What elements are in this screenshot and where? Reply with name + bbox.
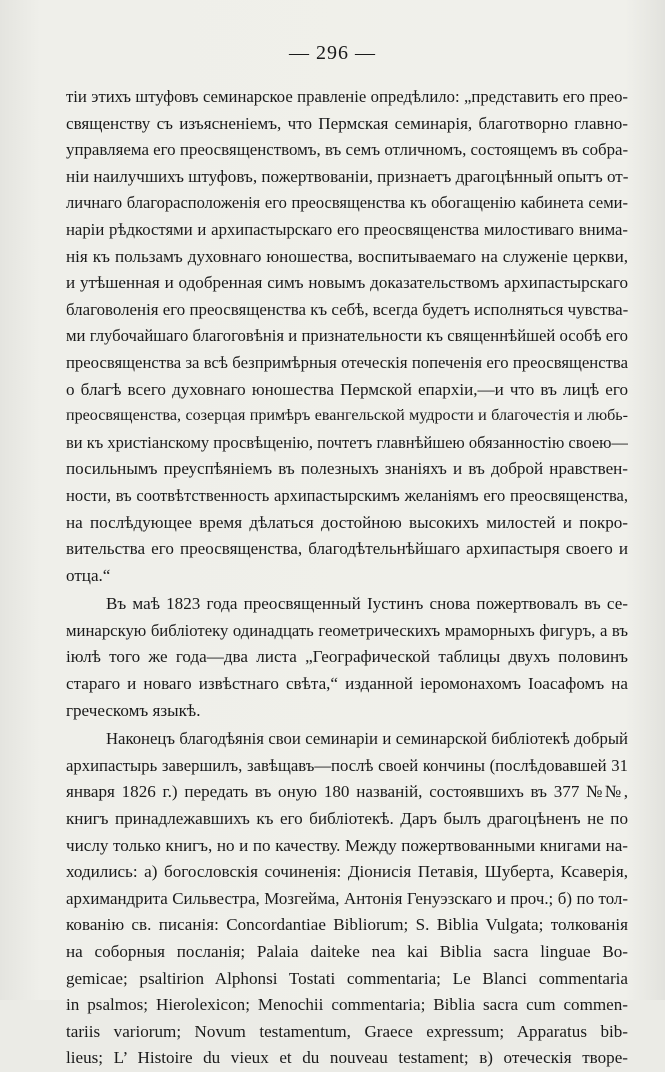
text-line: книгъ принадлежавшихъ къ его библіотекѣ. Даръ былъ драгоцѣненъ не по (66, 809, 628, 829)
text-line: стараго и новаго извѣстнаго свѣта,“ изданной іеромонахомъ Іоасафомъ на (66, 674, 628, 694)
text-line: іюлѣ того же года—два листа „Географической таблицы двухъ половинъ (66, 647, 628, 667)
text-line: личнаго благорасположенія его преосвященства къ обогащенію кабинета семи- (66, 193, 628, 213)
paragraph-3 (66, 726, 628, 1072)
text-line: преосвященства, созерцая примѣръ евангельской мудрости и благочестія и любь- (66, 407, 628, 425)
text-line: священству съ изъясненіемъ, что Пермская семинарія, благотворно главно- (66, 113, 628, 133)
text-line: tariis variorum; Novum testamentum, Graece expressum; Apparatus bib- (66, 1021, 628, 1041)
text-line: января 1826 г.) передать въ оную 180 названій, состоявшихъ въ 377 №№, (66, 782, 628, 802)
text-line: кованію св. писанія: Concordantiae Bibliorum; S. Biblia Vulgata; толкованія (66, 915, 628, 935)
text-line: посильнымъ преуспѣяніемъ въ полезныхъ знаніяхъ и въ доброй нравствен- (66, 459, 628, 479)
text-line: ви къ христіанскому просвѣщенію, почтетъ главнѣйшею обязанностію своею— (66, 432, 628, 452)
text-line: о благѣ всего духовнаго юношества Пермской епархіи,—и что въ лицѣ его (66, 379, 628, 399)
text-line: вительства его преосвященства, благодѣтельнѣйшаго архипастыря своего и (66, 539, 628, 559)
text-line: архимандрита Сильвестра, Мозгейма, Антонія Генуэзскаго и проч.; б) по тол- (66, 888, 628, 908)
text-line: тіи этихъ штуфовъ семинарское правленіе опредѣлило: „представить его прео- (66, 87, 628, 106)
text-line: ніи наилучшихъ штуфовъ, пожертвованіи, признаетъ драгоцѣнный опытъ от- (66, 166, 628, 186)
text-line: нія къ пользамъ духовнаго юношества, воспитываемаго на служеніе церкви, (66, 246, 628, 266)
text-line: числу только книгъ, но и по качеству. Между пожертвованными книгами на- (66, 835, 628, 855)
text-line: Наконецъ благодѣянія свои семинаріи и семинарской библіотекѣ добрый (106, 729, 628, 749)
page-number: — 296 — (289, 42, 376, 64)
text-line: lieus; L’ Histoire du vieux et du nouveau testament; в) отеческія творе- (66, 1048, 628, 1068)
text-line: управляема его преосвященствомъ, въ семъ отличномъ, состоящемъ въ собра- (66, 140, 628, 160)
text-line: наріи рѣдкостями и архипастырскаго его преосвященства милостиваго внима- (66, 219, 628, 239)
text-line: архипастырь завершилъ, завѣщавъ—послѣ своей кончины (послѣдовавшей 31 (66, 755, 628, 775)
paragraph-1 (66, 84, 628, 589)
text-line: греческомъ языкѣ. (66, 700, 201, 720)
text-line: и утѣшенная и одобренная симъ новымъ доказательствомъ архипастырскаго (66, 273, 628, 293)
paragraph-2 (66, 591, 628, 724)
text-line: ности, въ соотвѣтственность архипастырскимъ желаніямъ его преосвященства, (66, 485, 628, 505)
text-line: благоволенія его преосвященства къ себѣ, всегда будетъ исполняться чувства- (66, 299, 628, 319)
text-line: отца.“ (66, 565, 111, 585)
text-line: ми глубочайшаго благоговѣнія и признательности къ священнѣйшей особѣ его (66, 326, 628, 346)
text-line: на соборныя посланія; Palaia daiteke nea kai Biblia sacra linguae Bo- (66, 942, 628, 961)
text-line: in psalmos; Hierolexicon; Menochii commentaria; Biblia sacra cum commen- (66, 995, 628, 1015)
text-line: gemicae; psaltirion Alphonsi Tostati commentaria; Le Blanci commentaria (66, 968, 628, 988)
text-line: преосвященства за всѣ безпримѣрныя отеческія попеченія его преосвященства (66, 352, 628, 372)
page-text (66, 84, 628, 1072)
text-line: Въ маѣ 1823 года преосвященный Іустинъ снова пожертвовалъ въ се- (106, 594, 628, 614)
text-line: минарскую библіотеку одинадцать геометрическихъ мраморныхъ фигуръ, а въ (66, 620, 628, 640)
text-line: ходились: а) богословскія сочиненія: Діонисія Петавія, Шуберта, Ксаверія, (66, 862, 628, 882)
text-line: на послѣдующее время дѣлаться достойною высокихъ милостей и покро- (66, 512, 628, 532)
